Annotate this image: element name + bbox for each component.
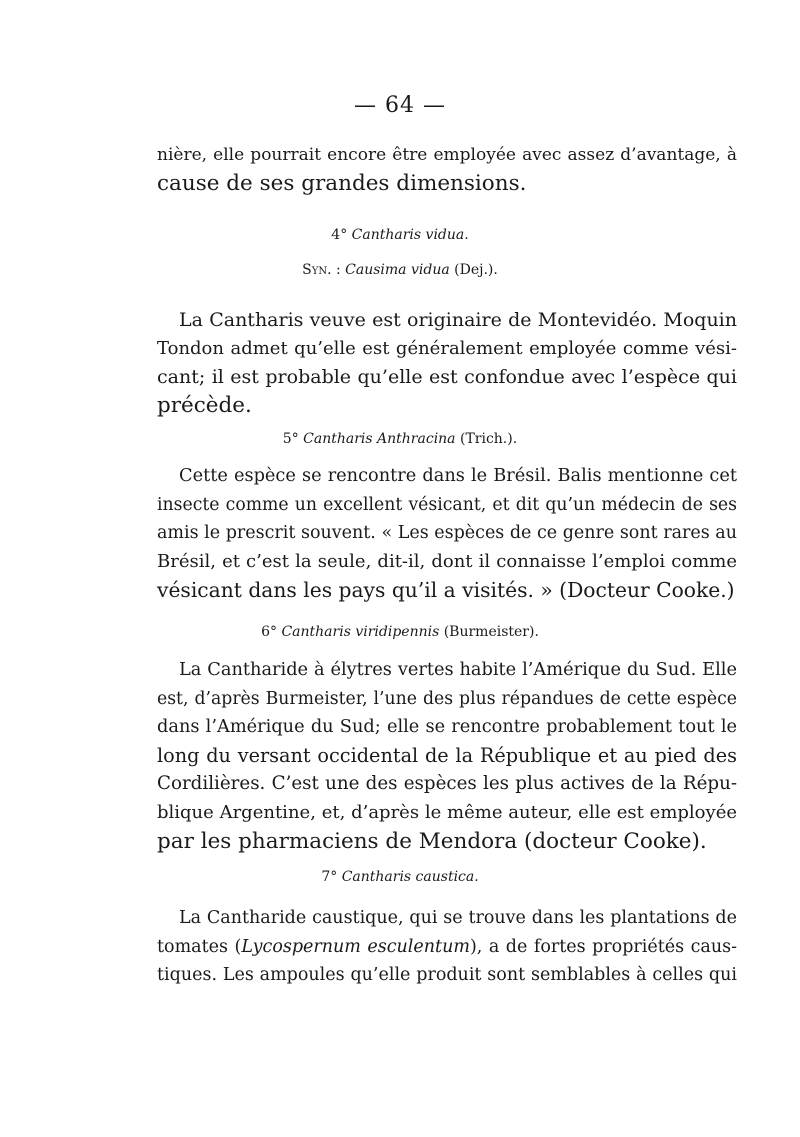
text-line: Cordilières. C’est une des espèces les plus actives de la Répu- (157, 773, 737, 795)
species-name: Cantharis caustica. (341, 869, 479, 885)
text-line: par les pharmaciens de Mendora (docteur Cooke). (157, 828, 707, 854)
species-name: Cantharis viridipennis (281, 624, 440, 640)
paragraph-cantharis-anthracina (157, 462, 737, 605)
section-heading-7: 7° Cantharis caustica. (321, 869, 479, 885)
text-line: La Cantharide à élytres vertes habite l’Amérique du Sud. Elle (179, 660, 737, 680)
species-name: Cantharis Anthracina (303, 431, 456, 447)
latin-name: Lycospernum esculentum (241, 936, 470, 957)
paragraph-continuation (157, 141, 737, 198)
paragraph-cantharis-viridipennis (157, 656, 737, 856)
text-line: long du versant occidental de la République et au pied des (157, 743, 737, 767)
text-line: La Cantharis veuve est originaire de Montevidéo. Moquin (179, 309, 737, 331)
text-line: insecte comme un excellent vésicant, et dit qu’un médecin de ses (157, 494, 737, 515)
synonym-name: Causima vidua (345, 262, 450, 278)
section-heading-5: 5° Cantharis Anthracina (Trich.). (282, 431, 518, 447)
text-line: nière, elle pourrait encore être employée avec assez d’avantage, à (157, 145, 737, 165)
text-line: blique Argentine, et, d’après le même auteur, elle est employée (157, 801, 737, 823)
text-line: précède. (157, 392, 252, 418)
text-line: Brésil, et c’est la seule, dit-il, dont il connaisse l’emploi comme (157, 550, 737, 572)
paragraph-cantharis-caustica (157, 904, 737, 990)
text-line: dans l’Amérique du Sud; elle se rencontre probablement tout le (157, 717, 737, 738)
text-line: tiques. Les ampoules qu’elle produit sont semblables à celles qui (157, 965, 737, 986)
text-line: cant; il est probable qu’elle est confondue avec l’espèce qui (157, 366, 737, 389)
text-line: Cette espèce se rencontre dans le Brésil. Balis mentionne cet (179, 466, 737, 486)
text-line: cause de ses grandes dimensions. (157, 170, 527, 196)
text-line: La Cantharide caustique, qui se trouve dans les plantations de (179, 908, 737, 928)
synonym-line: Syn. : Causima vidua (Dej.). (302, 262, 498, 278)
section-heading-4: 4° Cantharis vidua. (331, 227, 469, 243)
text-line: amis le prescrit souvent. « Les espèces de ce genre sont rares au (157, 523, 737, 544)
page-number: — 64 — (354, 93, 446, 118)
section-heading-6: 6° Cantharis viridipennis (Burmeister). (261, 624, 539, 640)
species-name: Cantharis vidua. (351, 227, 469, 243)
text-line: est, d’après Burmeister, l’une des plus répandues de cette espèce (157, 688, 737, 709)
text-line: Tondon admet qu’elle est généralement employée comme vési- (157, 337, 737, 359)
text-line: tomates (Lycospernum esculentum), a de fortes propriétés caus- (157, 936, 738, 957)
paragraph-cantharis-vidua (157, 306, 737, 420)
text-line: vésicant dans les pays qu’il a visités. » (Docteur Cooke.) (157, 578, 735, 603)
